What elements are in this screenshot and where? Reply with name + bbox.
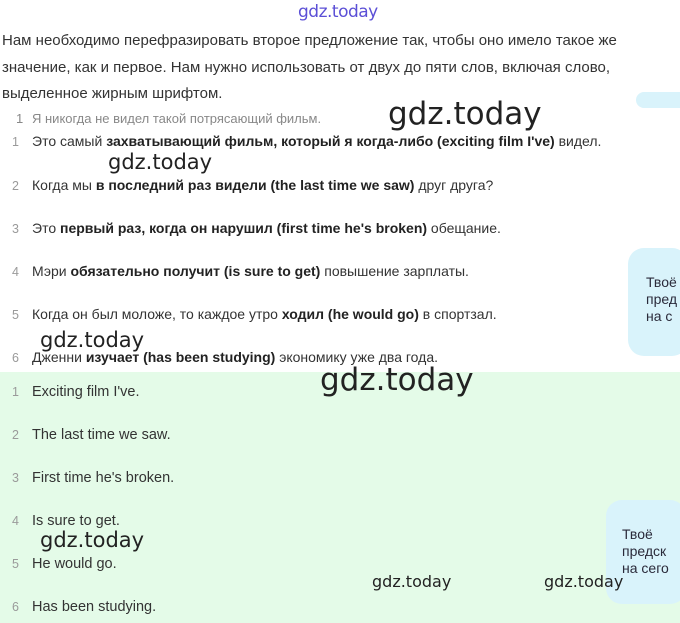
sentence-text-end: в спортзал.	[418, 306, 497, 322]
cut-off-line	[16, 111, 396, 125]
sentence-bold: изучает (has been studying)	[85, 349, 276, 365]
answer-1	[12, 384, 140, 400]
sentence-text: Это	[32, 220, 60, 236]
answer-4	[12, 513, 120, 529]
cut-off-number: 1	[16, 111, 24, 125]
sentence-number: 4	[12, 265, 19, 279]
sentence-4	[12, 263, 469, 279]
sentence-number: 3	[12, 222, 19, 236]
promo-line-1: Твоё	[646, 274, 677, 290]
watermark: gdz.today	[372, 572, 452, 591]
sentence-bold: в последний раз видели (the last time we saw)	[95, 177, 415, 193]
answer-text: The last time we saw.	[32, 427, 171, 443]
sentence-3	[12, 220, 501, 236]
answer-6	[12, 599, 156, 615]
answer-number: 2	[12, 428, 19, 442]
answer-number: 6	[12, 600, 19, 614]
sentence-number: 2	[12, 179, 19, 193]
promo-line-2: пред	[646, 291, 678, 307]
sentence-text-end: друг друга?	[414, 177, 494, 193]
sentence-text: Это самый	[32, 133, 107, 149]
promo-line-1: Твоё	[622, 526, 653, 542]
sentence-text-end: экономику уже два года.	[275, 349, 438, 365]
watermark: gdz.today	[40, 528, 145, 552]
watermark-top: gdz.today	[298, 2, 378, 22]
watermark: gdz.today	[544, 572, 624, 591]
promo-line-3: на с	[646, 308, 673, 324]
sentence-text-end: обещание.	[427, 220, 501, 236]
promo-bubble-top	[636, 92, 680, 108]
watermark: gdz.today	[40, 328, 145, 352]
sentence-text: Дженни	[32, 349, 86, 365]
promo-line-2: предск	[622, 543, 667, 559]
answer-2	[12, 427, 171, 443]
sentence-text: Мэри	[32, 263, 71, 279]
watermark: gdz.today	[108, 150, 213, 174]
sentence-text: Когда он был моложе, то каждое утро	[32, 306, 282, 322]
sentence-1	[12, 133, 601, 149]
answer-5	[12, 556, 117, 572]
answer-text: He would go.	[32, 556, 117, 572]
watermark: gdz.today	[320, 362, 474, 398]
sentence-2	[12, 177, 493, 193]
sentence-text-end: повышение зарплаты.	[320, 263, 469, 279]
sentence-text: Когда мы	[32, 177, 96, 193]
sentence-bold: ходил (he would go)	[281, 306, 419, 322]
answer-3	[12, 470, 174, 486]
answer-text: First time he's broken.	[32, 470, 175, 486]
answer-number: 1	[12, 385, 19, 399]
answer-number: 4	[12, 514, 19, 528]
sentence-number: 6	[12, 351, 19, 365]
cut-off-text: Я никогда не видел такой потрясающий фильм.	[32, 111, 322, 125]
answer-text: Is sure to get.	[32, 513, 120, 529]
sentence-bold: первый раз, когда он нарушил (first time he's broken)	[60, 220, 428, 236]
answer-number: 5	[12, 557, 19, 571]
sentence-number: 5	[12, 308, 19, 322]
promo-bubble-1	[628, 248, 680, 356]
answer-text: Has been studying.	[32, 599, 157, 615]
promo-line-3: на сего	[622, 560, 669, 576]
sentence-5	[12, 306, 497, 322]
task-instructions: Нам необходимо перефразировать второе предложение так, чтобы оно имело такое же значение, как и первое. Нам нужно использовать от двух до пяти слов, включая слово, выделенное жирным шрифтом.	[2, 32, 617, 102]
watermark: gdz.today	[388, 96, 542, 132]
answer-number: 3	[12, 471, 19, 485]
sentence-text-end: видел.	[554, 133, 602, 149]
sentence-number: 1	[12, 135, 19, 149]
sentence-bold: захватывающий фильм, который я когда-либо (exciting film I've)	[106, 133, 555, 149]
answer-text: Exciting film I've.	[32, 384, 140, 400]
sentence-bold: обязательно получит (is sure to get)	[70, 263, 321, 279]
